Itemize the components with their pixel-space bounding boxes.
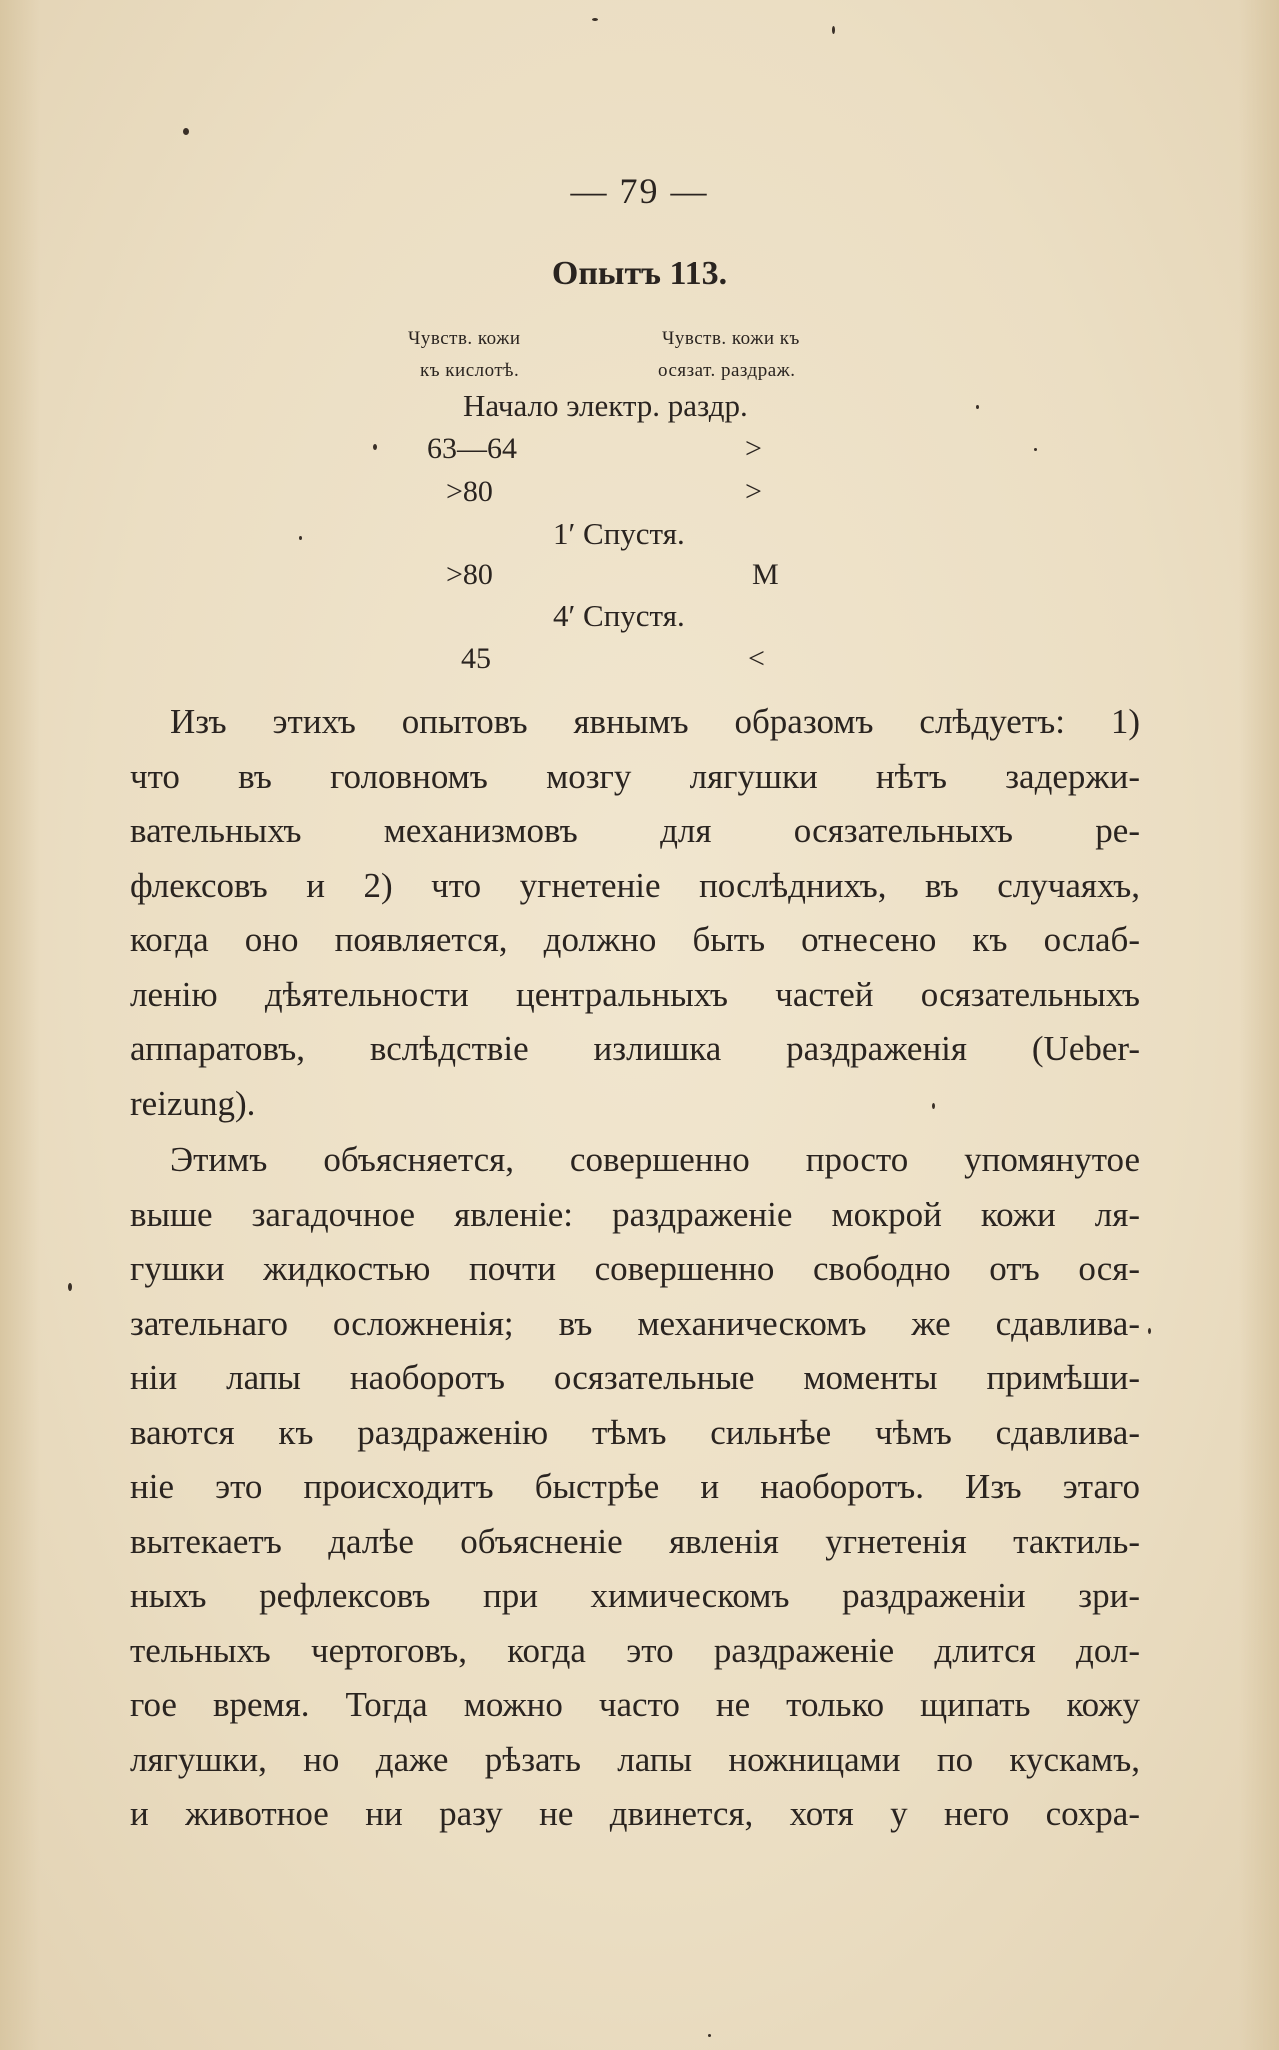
text-line: аппаратовъ, вслѣдствіе излишка раздраженія (Ueber- [130,1029,1140,1068]
text-line: Этимъ объясняется, совершенно просто упомянутое [170,1140,1140,1179]
row2-left: >80 [446,475,493,508]
text-line: reizung). [130,1083,256,1123]
col2-header-line2: осязат. раздраж. [658,360,796,381]
text-line: выше загадочное явленіе: раздраженіе мокрой кожи ля- [130,1194,1140,1234]
text-line: что въ головномъ мозгу лягушки нѣтъ задержи- [130,756,1140,796]
scan-speck [299,536,302,540]
row4-right: < [748,642,765,675]
scan-speck [373,444,377,450]
text-line: Изъ этихъ опытовъ явнымъ образомъ слѣдуетъ: 1) [170,702,1140,741]
paragraph-1 [130,695,1140,1131]
row3-right: M [752,558,779,591]
text-line: когда оно появляется, должно быть отнесено къ ослаб- [130,920,1140,959]
after-1-min-label: 1′ Спустя. [553,516,685,551]
col1-header-line1: Чувств. кожи [408,328,521,349]
text-line: лягушки, но даже рѣзать лапы ножницами по кускамъ, [130,1739,1140,1779]
text-line: зательнаго осложненія; въ механическомъ же сдавлива- [130,1303,1140,1343]
start-label: Начало электр. раздр. [463,388,748,423]
page-number: — 79 — [570,171,709,211]
text-line: ленію дѣятельности центральныхъ частей осязательныхъ [130,974,1140,1014]
text-line: и животное ни разу не двинется, хотя у него сохра- [130,1794,1140,1833]
text-line: ніе это происходитъ быстрѣе и наоборотъ. Изъ этаго [130,1467,1140,1506]
row1-left: 63—64 [427,432,517,465]
page-edge-right [1239,0,1279,2050]
paragraph-2 [130,1133,1140,1842]
col1-header-line2: къ кислотѣ. [420,360,520,381]
text-line: вытекаетъ далѣе объясненіе явленія угнетенія тактиль- [130,1521,1140,1561]
scan-speck [1034,448,1037,451]
col2-header-line1: Чувств. кожи къ [662,328,800,349]
scan-speck [708,2034,711,2037]
row3-left: >80 [446,558,493,591]
text-line: вательныхъ механизмовъ для осязательныхъ ре- [130,811,1140,850]
text-line: тельныхъ чертоговъ, когда это раздраженіе длится дол- [130,1630,1140,1670]
text-line: гушки жидкостью почти совершенно свободно отъ ося- [130,1249,1140,1288]
text-line: ныхъ рефлексовъ при химическомъ раздраженіи зри- [130,1576,1140,1615]
scan-speck [976,405,979,409]
scan-speck [832,26,835,34]
scan-speck [68,1283,72,1291]
experiment-title: Опытъ 113. [551,255,728,292]
scan-speck [1148,1328,1151,1334]
row4-left: 45 [461,642,491,675]
after-4-min-label: 4′ Спустя. [553,598,685,633]
row2-right: > [745,475,762,508]
scan-speck [183,128,189,135]
text-line: флексовъ и 2) что угнетеніе послѣднихъ, въ случаяхъ, [130,865,1140,905]
page-edge-left [0,0,40,2050]
row1-right: > [745,432,762,465]
text-line: ніи лапы наоборотъ осязательные моменты примѣши- [130,1358,1140,1397]
scan-speck [592,18,598,21]
text-line: ваются къ раздраженію тѣмъ сильнѣе чѣмъ сдавлива- [130,1412,1140,1452]
text-line: гое время. Тогда можно часто не только щипать кожу [130,1685,1140,1724]
